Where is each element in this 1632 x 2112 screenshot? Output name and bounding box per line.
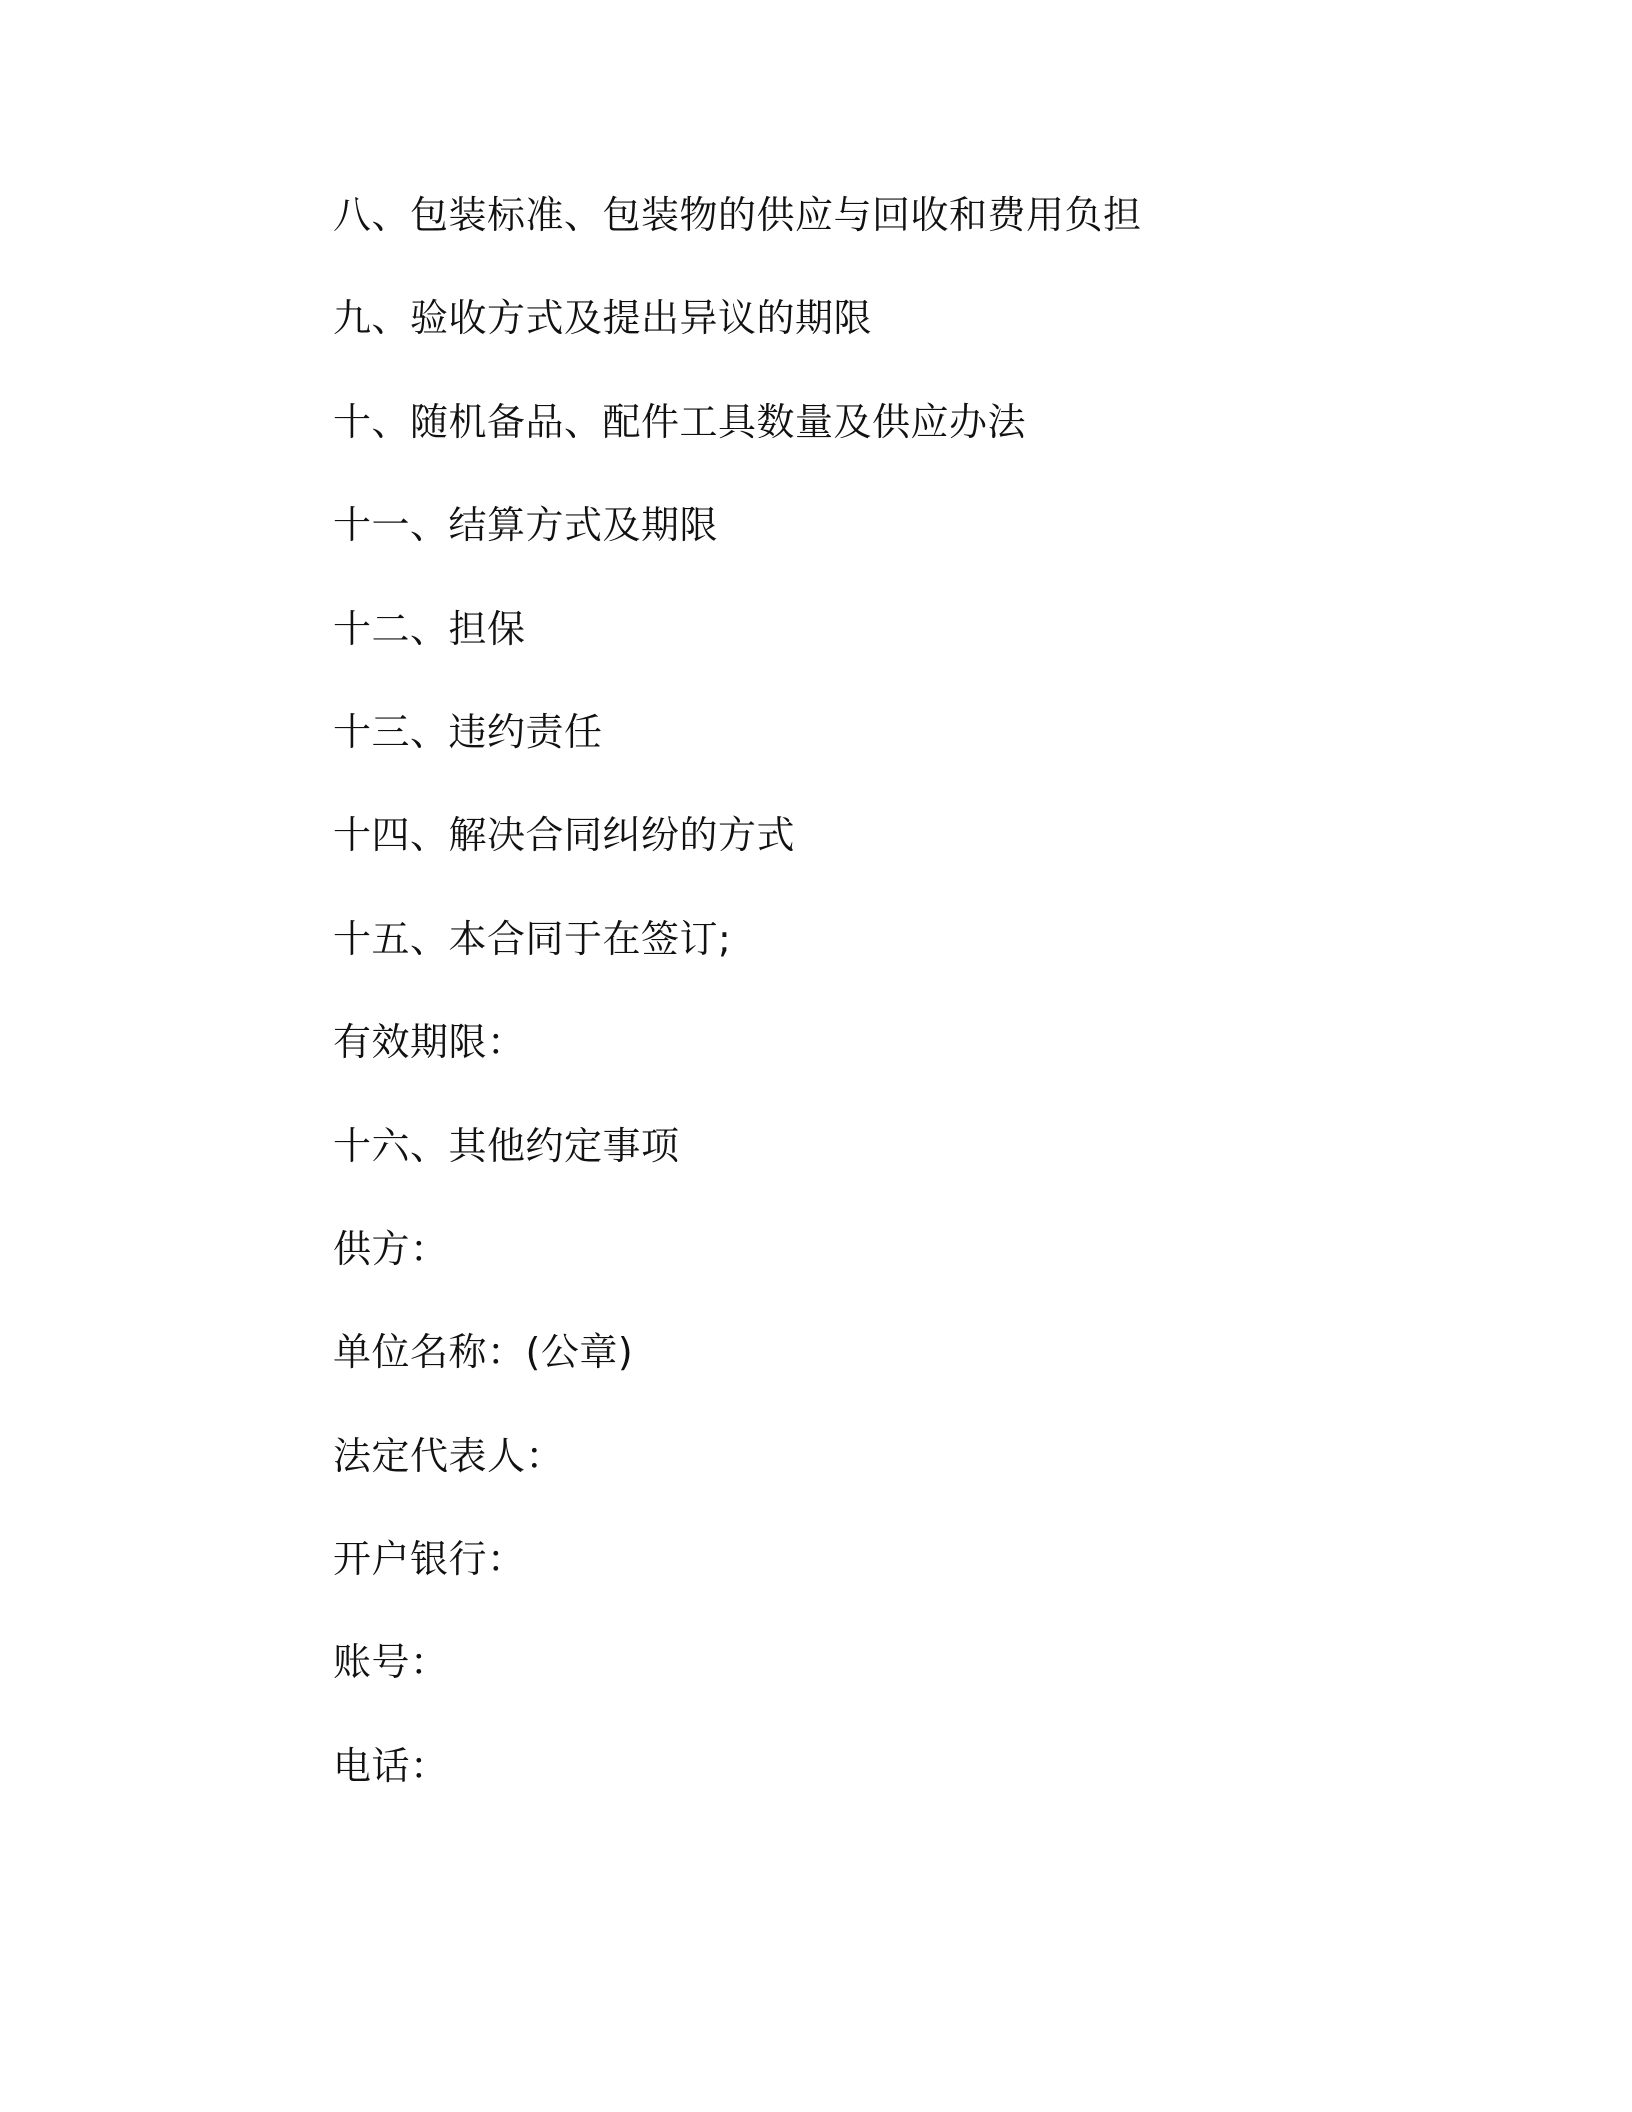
account-number-label: 账号： <box>333 1640 449 1685</box>
bank-label: 开户银行： <box>333 1537 526 1582</box>
clause-other-matters: 十六、其他约定事项 <box>333 1123 680 1168</box>
clause-signing: 十五、本合同于在签订; <box>333 916 732 961</box>
validity-period-label: 有效期限： <box>333 1020 526 1065</box>
supplier-label: 供方： <box>333 1226 449 1271</box>
phone-label: 电话： <box>333 1743 449 1788</box>
clause-breach-liability: 十三、违约责任 <box>333 709 603 754</box>
clause-guarantee: 十二、担保 <box>333 606 526 651</box>
contract-clause-list <box>333 190 1142 1844</box>
legal-representative-label: 法定代表人： <box>333 1433 565 1478</box>
clause-packaging: 八、包装标准、包装物的供应与回收和费用负担 <box>333 193 1142 237</box>
clause-dispute-resolution: 十四、解决合同纠纷的方式 <box>333 813 796 858</box>
clause-settlement: 十一、结算方式及期限 <box>333 503 719 548</box>
clause-inspection: 九、验收方式及提出异议的期限 <box>333 296 873 341</box>
clause-spare-parts: 十、随机备品、配件工具数量及供应办法 <box>333 399 1027 444</box>
unit-name-label: 单位名称：(公章) <box>333 1330 634 1375</box>
